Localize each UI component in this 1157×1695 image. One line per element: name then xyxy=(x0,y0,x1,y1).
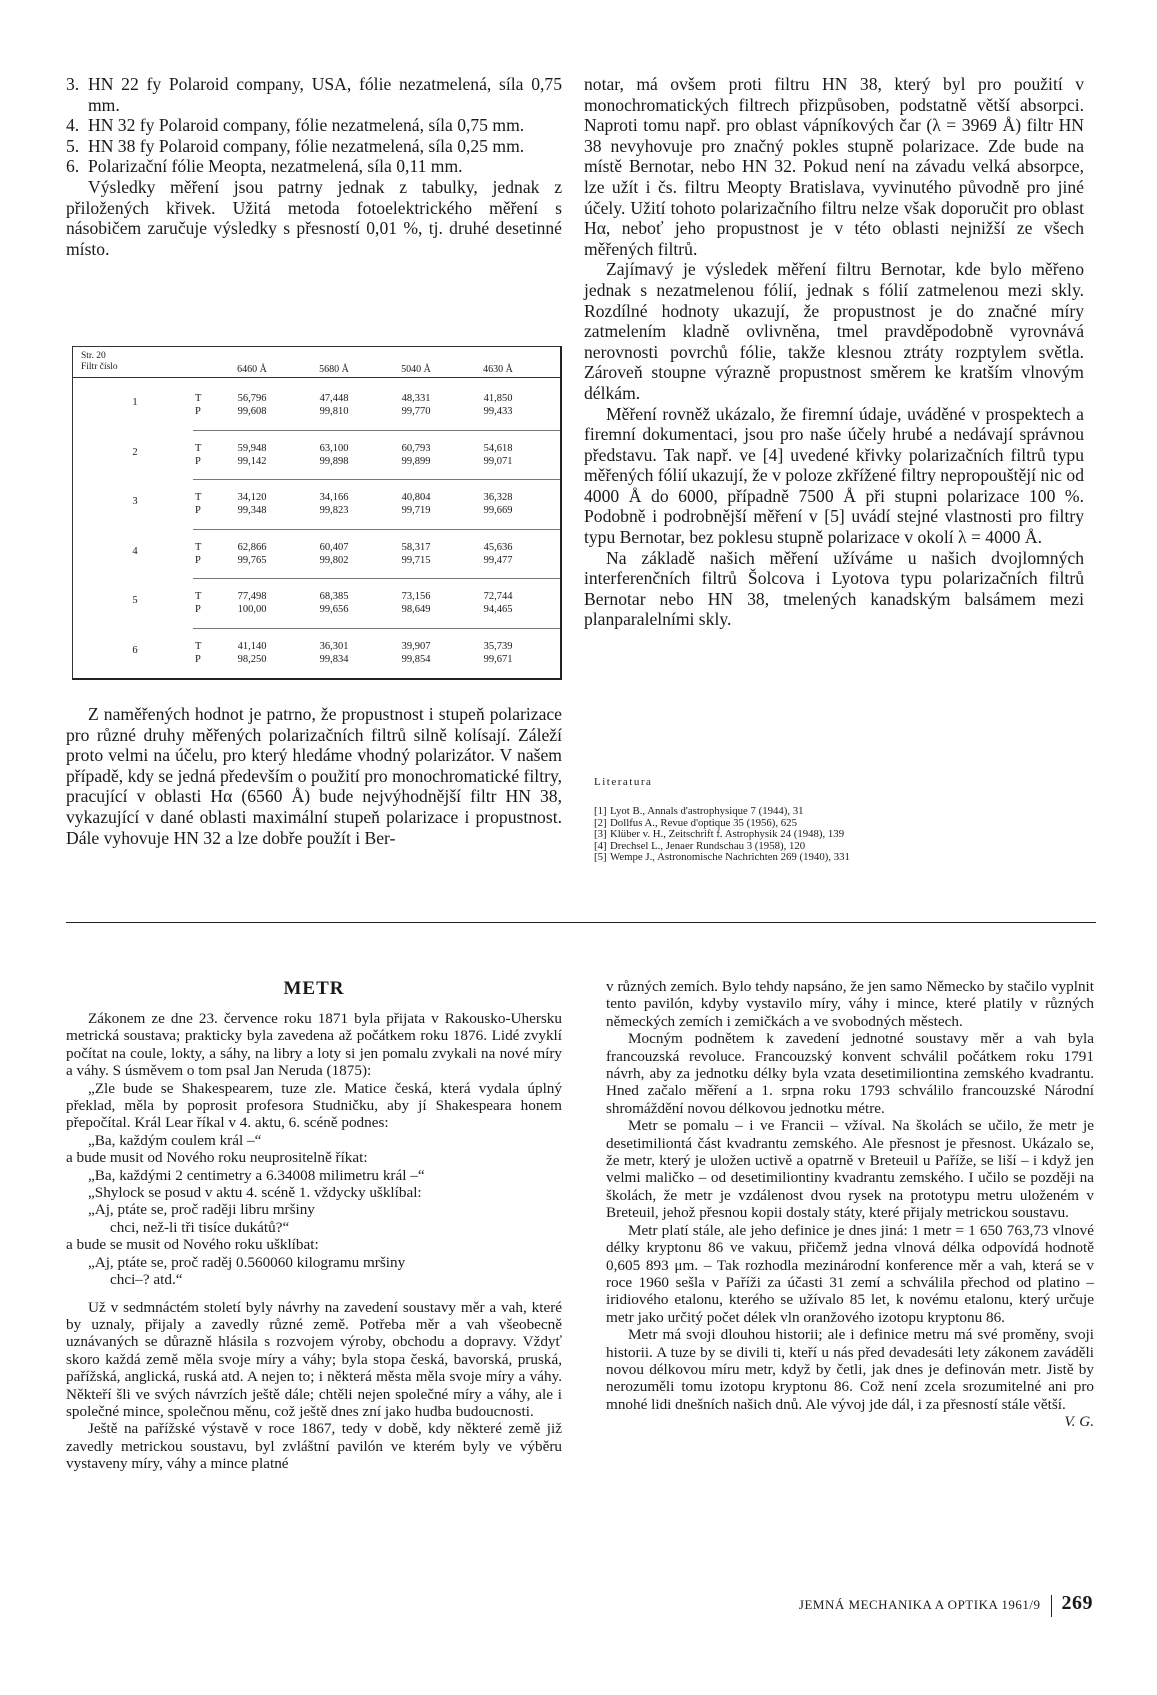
paragraph: Zajímavý je výsledek měření filtru Bernotar, kde bylo měřeno jednak s nezatmelenou fólií, jednak s fólií zatmelenou mezi skly. Rozdílné hodnoty ukazují, že propustnost je do značné míry zatmelením kladně ovlivněna, tmel pravděpodobně vyrovnává nerovnosti povrchů fólie, takže klesnou ztráty rozptylem světla. Zároveň stoupne výrazně propustnost směrem ke kratším vlnovým délkám. xyxy=(584,259,1084,403)
reference-item: [2] Dollfus A., Revue d'optique 35 (1956), 625 xyxy=(594,816,797,829)
table-cell xyxy=(381,442,451,468)
polarization-value: 99,834 xyxy=(319,653,349,665)
paragraph: Už v sedmnáctém století byly návrhy na zavedení soustavy měr a vah, které by uznaly, přijaly a zavedly různé země. Potřeba měr a vah všeobecně uznávaných se důrazně hlásila s rozvojem výroby, obchodu a dopravy. Vždyť skoro každá země měla svoje míry a váhy; byla stopa česká, bavorská, pruská, pařížská, anglická, ruská atd. A nejen to; i některá města měla svoje míry a váhy. Někteří šli ve svých návrzích ještě dále; chtěli nejen společné míry a váhy, ale i společné mince, společnou měnu, což ještě dnes zní jako hudba budoucnosti. xyxy=(66,1298,562,1420)
measure-labels xyxy=(195,590,209,616)
metr-right-column xyxy=(606,978,1094,1431)
reference-item: [3] Klüber v. H., Zeitschrift f. Astrophysik 24 (1948), 139 xyxy=(594,828,845,841)
filter-number: 1 xyxy=(132,397,138,408)
quote: „Aj, ptáte se, proč raději libru mršiny xyxy=(88,1201,315,1219)
table-header xyxy=(73,347,560,378)
transmission-value: 34,120 xyxy=(237,492,267,503)
measure-labels xyxy=(195,392,209,418)
section-divider xyxy=(66,922,1096,923)
list-item: 4. HN 32 fy Polaroid company, fólie nezatmelená, síla 0,75 mm. xyxy=(66,115,525,136)
polarization-value: 99,671 xyxy=(483,653,513,665)
row-separator xyxy=(193,430,560,431)
article-title: METR xyxy=(283,978,345,999)
measure-labels xyxy=(195,640,209,666)
reference-item: [1] Lyot B., Annals d'astrophysique 7 (1944), 31 xyxy=(594,805,804,817)
transmission-value: 77,498 xyxy=(237,591,267,602)
transmission-value: 58,317 xyxy=(401,541,431,553)
transmission-value: 41,140 xyxy=(237,640,267,652)
filter-number: 3 xyxy=(132,496,138,507)
reference-item: [5] Wempe J., Astronomische Nachrichten 269 (1940), 331 xyxy=(594,851,850,864)
transmission-value: 39,907 xyxy=(401,640,431,652)
polarization-value: 99,715 xyxy=(401,554,431,566)
polarization-value: 99,765 xyxy=(237,554,267,566)
table-cell xyxy=(381,491,451,517)
transmission-label: T xyxy=(195,541,202,553)
polarization-value: 99,433 xyxy=(483,406,513,417)
literature-heading: Literatura xyxy=(594,776,653,788)
list-item: 3. HN 22 fy Polaroid company, USA, fólie nezatmelená, síla 0,75 mm. xyxy=(66,74,562,115)
polarization-label: P xyxy=(195,604,201,615)
paragraph: notar, má ovšem proti filtru HN 38, který byl pro použití v monochromatických filtrech přizpůsoben, podstatně větší absorpci. Naproti tomu např. pro oblast vápníkových čar (λ = 3969 Å) filtr HN 38 nevyhovuje pro značný pokles stupně polarizace. Zde bude na místě Bernotar, nebo HN 32. Pokud není na závadu velká absorpce, lze užít i čs. filtru Meopty Bratislava, vyvinutého původně pro jiné účely. Užití tohoto polarizačního filtru nelze však doporučit pro oblast Hα, neboť jeho propustnost je v této oblasti nejnižší ze všech měřených filtrů. xyxy=(584,74,1084,259)
paragraph: Na základě našich měření užíváme u našich dvojlomných interferenčních filtrů Šolcova i Lyotova typu polarizačních filtrů Bernotar nebo HN 38, tmelených kanadským balsámem mezi planparalelními skly. xyxy=(584,547,1084,630)
table-cell xyxy=(381,541,451,567)
journal-name: JEMNÁ MECHANIKA A OPTIKA 1961/9 xyxy=(798,1597,1041,1612)
transmission-value: 62,866 xyxy=(237,541,267,553)
row-separator xyxy=(193,578,560,579)
polarization-value: 99,810 xyxy=(319,406,349,417)
quote: chci–? atd.“ xyxy=(110,1271,183,1289)
table-row xyxy=(73,433,560,483)
polarization-label: P xyxy=(195,455,201,467)
transmission-value: 60,793 xyxy=(401,442,431,454)
table-cell xyxy=(217,442,287,468)
quote: „Aj, ptáte se, proč raděj 0.560060 kilogramu mršiny xyxy=(88,1253,406,1271)
list-item: 5. HN 38 fy Polaroid company, fólie nezatmelená, síla 0,25 mm. xyxy=(66,135,525,156)
filter-number: 6 xyxy=(132,644,138,656)
table-cell xyxy=(299,442,369,468)
list-item: 6. Polarizační fólie Meopta, nezatmelená, síla 0,11 mm. xyxy=(66,156,463,177)
table-cell xyxy=(463,590,533,616)
transmission-value: 48,331 xyxy=(401,393,431,404)
table-cell xyxy=(299,491,369,517)
table-label: Str. 20 Filtr číslo xyxy=(81,351,118,372)
right-column xyxy=(584,74,1084,630)
table-cell xyxy=(217,590,287,616)
table-cell xyxy=(381,590,451,616)
reference-item: [4] Drechsel L., Jenaer Rundschau 3 (1958), 120 xyxy=(594,839,806,852)
transmission-value: 40,804 xyxy=(401,492,431,503)
table-row xyxy=(73,532,560,582)
transmission-value: 72,744 xyxy=(483,591,513,602)
paragraph: Metr se pomalu – i ve Francii – vžíval. Na školách se učilo, že metr je desetimiliontá část kvadrantu zemského. Ale přesnost je přesnost. Ukázalo se, že metr, který je uložen uctivě a opatrně v Breteuil u Paříže, se liší – i když jen velmi maličko – od desetimiliontiny kvadrantu zemského. I učilo se později na školách, že metr je vzdálenost dvou rysek na prototypu metru uloženém v Breteuil, jehož přesnou kopii dostaly státy, které přijaly metrickou soustavu. xyxy=(606,1117,1094,1222)
transmission-value: 34,166 xyxy=(319,492,349,503)
polarization-value: 100,00 xyxy=(237,604,267,615)
paragraph: Ještě na pařížské výstavě v roce 1867, tedy v době, kdy některé země již zavedly metrickou soustavu, byl zvláštní pavilón ve kterém byly ve výběru vystaveny míry, váhy a mince platné xyxy=(66,1420,562,1473)
polarization-value: 98,649 xyxy=(401,604,431,615)
results-table xyxy=(72,346,562,680)
references-list xyxy=(594,806,1084,864)
polarization-value: 99,071 xyxy=(483,455,513,467)
paragraph: Zákonem ze dne 23. července roku 1871 byla přijata v Rakousko-Uhersku metrická soustava; prakticky byla zavedena až počátkem roku 1876. Lidé zvyklí počítat na coule, lokty, a sáhy, na libry a loty si jen pomalu zvykali na nové míry a váhy. S úsměvem o tom psal Jan Neruda (1875): xyxy=(66,1010,562,1080)
paragraph: Měření rovněž ukázalo, že firemní údaje, uváděné v prospektech a firemní dokumentaci, jsou pro naše účely hrubé a nedávají správnou představu. Tak např. ve [4] uvedené křivky polarizačních filtrů typu měřených fólií ukazují, že v poloze zkřížené filtry nepropouštějí nic od 4000 Å do 6000, případně 7500 Å při stupni polarizace 100 %. Podobně i podrobnější měření v [5] uvádí stejné vlastnosti pro filtry typu Bernotar, bez poklesu stupně polarizace v okolí λ = 4000 Å. xyxy=(584,403,1084,548)
polarization-value: 99,656 xyxy=(319,604,349,615)
table-cell xyxy=(217,491,287,517)
transmission-value: 41,850 xyxy=(483,393,513,404)
table-cell xyxy=(381,392,451,418)
paragraph: Metr platí stále, ale jeho definice je dnes jiná: 1 metr = 1 650 763,73 vlnové délky kryptonu 86 ve vakuu, přičemž jedna vlnová délka odpovídá hodnotě 0,605 893 μm. – Tak rozhodla mezinárodní konference měr a vah, která se v roce 1960 sešla v Paříži za účasti 31 zemí a schválila přechod od platino – iridiového etalonu, kterého se užívalo 85 let, k novému etalonu, který určuje metr jako určitý počet délek vln oranžového izotopu kryptonu 86. xyxy=(606,1221,1094,1326)
quote: „Ba, každými 2 centimetry a 6.34008 milimetru král –“ xyxy=(88,1166,425,1184)
transmission-value: 73,156 xyxy=(401,591,431,602)
polarization-label: P xyxy=(195,505,201,516)
polarization-value: 99,823 xyxy=(319,505,349,516)
transmission-value: 68,385 xyxy=(319,591,349,602)
measure-labels xyxy=(195,541,209,567)
polarization-value: 99,898 xyxy=(319,455,349,467)
table-cell xyxy=(299,541,369,567)
metr-left-column xyxy=(66,1010,562,1473)
table-cell xyxy=(381,640,451,666)
table-row xyxy=(73,383,560,433)
table-cell xyxy=(463,541,533,567)
table-row xyxy=(73,581,560,631)
quote: „Shylock se posud v aktu 4. scéně 1. vždycky ušklíbal: xyxy=(88,1184,422,1202)
table-cell xyxy=(463,392,533,418)
polarization-value: 99,719 xyxy=(401,505,431,516)
polarization-value: 99,669 xyxy=(483,505,513,516)
left-column-top xyxy=(66,74,562,259)
signature: V. G. xyxy=(1064,1413,1094,1431)
column-header: 5040 Å xyxy=(401,364,431,375)
quote: „Ba, každým coulem král –“ xyxy=(88,1131,262,1149)
column-header: 6460 Å xyxy=(237,364,267,375)
transmission-value: 59,948 xyxy=(237,442,267,454)
table-cell xyxy=(299,392,369,418)
row-separator xyxy=(193,479,560,480)
table-cell xyxy=(463,442,533,468)
polarization-label: P xyxy=(195,406,201,417)
table-cell xyxy=(217,541,287,567)
filter-number: 5 xyxy=(132,595,138,606)
left-column-bottom xyxy=(66,704,562,848)
paragraph: Mocným podnětem k zavedení jednotné soustavy měr a vah byla francouzská revoluce. Francouzský konvent schválil počátkem roku 1791 návrh, aby za jednotku délky byla vzata desetimiliontina zemského kvadrantu. Hned začalo měření a 1. srpna roku 1793 schválilo francouzské Národní shromáždění novou délkovou jednotku métre. xyxy=(606,1030,1094,1117)
transmission-label: T xyxy=(195,442,202,454)
transmission-value: 56,796 xyxy=(237,393,267,404)
column-header: 5680 Å xyxy=(319,364,349,375)
conclusion-paragraph: Z naměřených hodnot je patrno, že propustnost i stupeň polarizace pro různé druhy měřených polarizačních filtrů silně kolísají. Záleží proto velmi na účelu, pro který hledáme vhodný polarizátor. V našem případě, kdy se jedná především o použití pro monochromatické filtry, pracující v oblasti Hα (6560 Å) bude nejvýhodnější filtr HN 38, vykazující v dané oblasti maximální stupeň polarizace i propustnost. Dále vyhovuje HN 32 a lze dobře použít i Ber- xyxy=(66,704,562,848)
transmission-value: 54,618 xyxy=(483,442,513,454)
filter-list xyxy=(66,74,562,177)
transmission-value: 63,100 xyxy=(319,442,349,454)
row-separator xyxy=(193,628,560,629)
polarization-value: 99,477 xyxy=(483,554,513,566)
polarization-value: 99,608 xyxy=(237,406,267,417)
polarization-value: 94,465 xyxy=(483,604,513,615)
filter-number: 2 xyxy=(132,446,138,458)
table-cell xyxy=(217,392,287,418)
table-row xyxy=(73,482,560,532)
polarization-value: 98,250 xyxy=(237,653,267,665)
polarization-value: 99,142 xyxy=(237,455,267,467)
transmission-value: 60,407 xyxy=(319,541,349,553)
polarization-value: 99,348 xyxy=(237,505,267,516)
transmission-label: T xyxy=(195,393,202,404)
transmission-label: T xyxy=(195,492,202,503)
polarization-value: 99,802 xyxy=(319,554,349,566)
quote: a bude musit od Nového roku neuprositelně říkat: xyxy=(66,1149,368,1167)
polarization-value: 99,899 xyxy=(401,455,431,467)
table-cell xyxy=(299,590,369,616)
footer-separator xyxy=(1051,1595,1052,1617)
polarization-value: 99,854 xyxy=(401,653,431,665)
measure-labels xyxy=(195,442,209,468)
table-cell xyxy=(463,640,533,666)
paragraph: v různých zemích. Bylo tehdy napsáno, že jen samo Německo by stačilo vyplnit tento pavilón, kdyby vystavilo míry, váhy i mince, které platily v různých německých zemích i zemičkách a ve svobodných městech. xyxy=(606,978,1094,1030)
paragraph: Metr má svoji dlouhou historii; ale i definice metru má své proměny, svoji historii. A tuze by se divili ti, kteří u nás před devadesáti lety zákonem zaváděli novou délkovou míru metr, když by četli, jak dnes je definován metr. Jistě by nerozuměli tomu izotopu kryptonu 86. Což není zcela srozumitelné ani pro mnohé lidi dnešních našich dnů. Ale vývoj jde dál, i za přesností stále větší. V. G. xyxy=(606,1326,1094,1431)
page-footer xyxy=(799,1592,1093,1617)
transmission-value: 47,448 xyxy=(319,393,349,404)
table-cell xyxy=(217,640,287,666)
polarization-label: P xyxy=(195,554,201,566)
row-separator xyxy=(193,529,560,530)
polarization-value: 99,770 xyxy=(401,406,431,417)
table-row xyxy=(73,631,560,681)
transmission-label: T xyxy=(195,591,202,602)
column-header: 4630 Å xyxy=(483,364,513,375)
transmission-label: T xyxy=(195,640,202,652)
table-cell xyxy=(463,491,533,517)
results-paragraph: Výsledky měření jsou patrny jednak z tabulky, jednak z přiložených křivek. Užitá metoda fotoelektrického měření s násobičem zaručuje výsledky s přesností 0,01 %, tj. druhé desetinné místo. xyxy=(66,176,562,259)
transmission-value: 35,739 xyxy=(483,640,513,652)
quote: a bude se musit od Nového roku ušklíbat: xyxy=(66,1236,319,1254)
filter-number: 4 xyxy=(132,545,138,557)
table-cell xyxy=(299,640,369,666)
measure-labels xyxy=(195,491,209,517)
polarization-label: P xyxy=(195,653,201,665)
quote: „Zle bude se Shakespearem, tuze zle. Matice česká, která vydala úplný překlad, měla by poprosit profesora Studničku, aby jí Shakespeara honem přepočítal. Král Lear říkal v 4. aktu, 6. scéně podnes: xyxy=(66,1079,562,1132)
page-number: 269 xyxy=(1061,1592,1093,1614)
transmission-value: 36,301 xyxy=(319,640,349,652)
transmission-value: 36,328 xyxy=(483,492,513,503)
quote: chci, než-li tři tisíce dukátů?“ xyxy=(110,1218,290,1236)
transmission-value: 45,636 xyxy=(483,541,513,553)
